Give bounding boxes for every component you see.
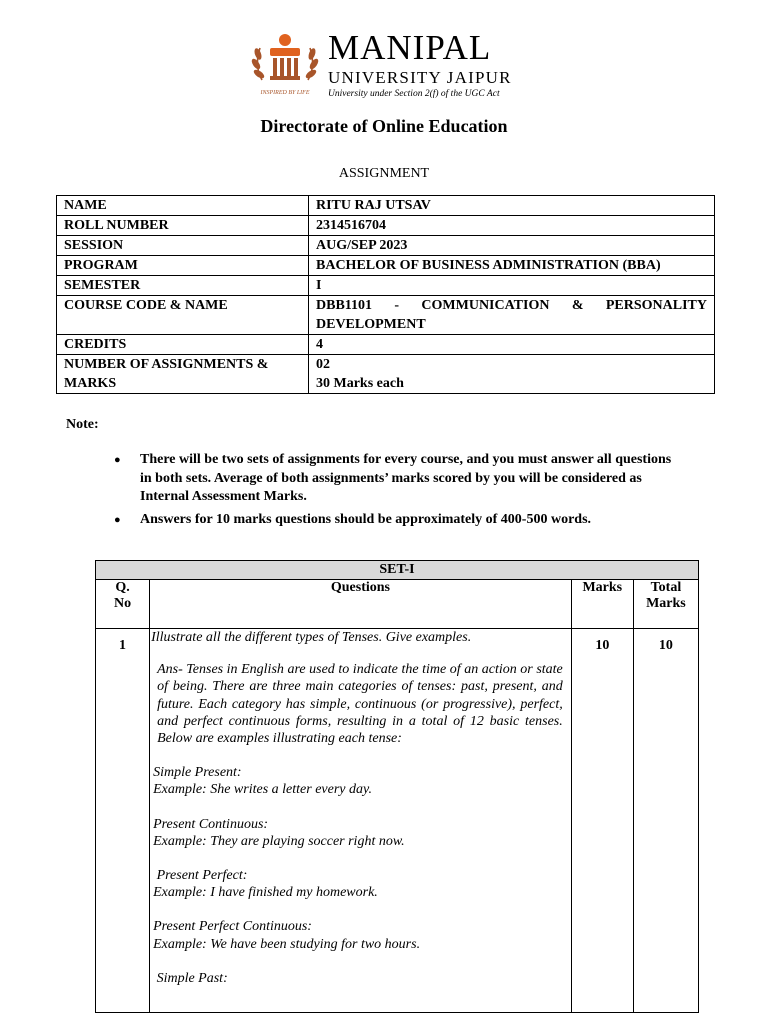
set-title-row bbox=[96, 561, 699, 580]
tense-example: Example: They are playing soccer right now. bbox=[153, 833, 405, 849]
header-qno-cell bbox=[96, 580, 150, 629]
assignment-heading: ASSIGNMENT bbox=[338, 166, 430, 181]
tense-list bbox=[150, 764, 571, 987]
info-row bbox=[57, 196, 715, 216]
tense-example: Example: I have finished my homework. bbox=[153, 885, 378, 901]
ugc-act-line: University under Section 2(f) of the UGC Act bbox=[328, 89, 500, 99]
student-info-table bbox=[56, 195, 715, 394]
emblem-icon bbox=[248, 26, 322, 100]
info-key: NAME bbox=[57, 196, 309, 216]
tense-name: Present Continuous: bbox=[153, 816, 269, 832]
tense-name: Simple Past: bbox=[153, 970, 228, 986]
info-row bbox=[57, 216, 715, 236]
info-key: ROLL NUMBER bbox=[57, 216, 309, 236]
directorate-title: Directorate of Online Education bbox=[260, 116, 508, 136]
note-text: Answers for 10 marks questions should be approximately of 400-500 words. bbox=[140, 511, 592, 527]
info-key: PROGRAM bbox=[57, 256, 309, 276]
info-row bbox=[57, 335, 715, 355]
tense-name: Present Perfect: bbox=[153, 868, 248, 884]
set-header-row bbox=[96, 580, 699, 629]
info-row bbox=[57, 355, 715, 394]
info-value: I bbox=[309, 276, 715, 296]
marks-each: 30 Marks each bbox=[316, 376, 404, 391]
tense-name: Present Perfect Continuous: bbox=[153, 919, 312, 935]
tense-example: Example: We have been studying for two hours. bbox=[153, 936, 421, 952]
info-value bbox=[309, 355, 715, 394]
note-item bbox=[114, 451, 686, 507]
university-subname: UNIVERSITY JAIPUR bbox=[328, 68, 512, 87]
note-label: Note: bbox=[66, 417, 99, 432]
header-total-cell bbox=[633, 580, 698, 629]
question-marks: 10 bbox=[571, 629, 633, 1013]
university-name: MANIPAL bbox=[328, 28, 492, 67]
info-row bbox=[57, 276, 715, 296]
note-list bbox=[114, 451, 686, 533]
university-logo bbox=[248, 30, 538, 102]
tense-example: Example: She writes a letter every day. bbox=[153, 782, 372, 798]
info-value: RITU RAJ UTSAV bbox=[309, 196, 715, 216]
question-row bbox=[96, 629, 699, 1013]
info-row bbox=[57, 296, 715, 335]
note-text: There will be two sets of assignments for every course, and you must answer all questions in both sets. Average of both assignments’ marks scored by you will be considered as Internal Assessment Marks. bbox=[140, 452, 672, 504]
header-qno: Q. No bbox=[113, 580, 132, 611]
answer-intro: Ans- Tenses in English are used to indicate the time of an action or state of being. There are three main categories of tenses: past, present, and future. Each category has simple, continuous (or progressive), perfect, and perfect continuous forms, resulting in a total of 12 basic tenses. Below are examples illustrating each tense: bbox=[157, 662, 563, 747]
info-row bbox=[57, 256, 715, 276]
info-key: CREDITS bbox=[57, 335, 309, 355]
question-total-marks: 10 bbox=[633, 629, 698, 1013]
info-key: COURSE CODE & NAME bbox=[57, 296, 309, 335]
info-value: DBB1101 - COMMUNICATION & PERSONALITY DEVELOPMENT bbox=[309, 296, 715, 335]
info-key: SEMESTER bbox=[57, 276, 309, 296]
svg-text:INSPIRED BY LIFE: INSPIRED BY LIFE bbox=[260, 90, 310, 96]
question-number: 1 bbox=[96, 629, 150, 1013]
info-value: 4 bbox=[309, 335, 715, 355]
assignments-count: 02 bbox=[316, 357, 330, 372]
header-questions: Questions bbox=[150, 580, 572, 629]
tense-name: Simple Present: bbox=[153, 765, 242, 781]
bullet-icon: ● bbox=[114, 513, 121, 526]
info-key: NUMBER OF ASSIGNMENTS & MARKS bbox=[57, 355, 309, 394]
info-value: BACHELOR OF BUSINESS ADMINISTRATION (BBA) bbox=[309, 256, 715, 276]
info-key: SESSION bbox=[57, 236, 309, 256]
note-item bbox=[114, 511, 686, 530]
info-row bbox=[57, 236, 715, 256]
bullet-icon: ● bbox=[114, 454, 121, 466]
header-marks: Marks bbox=[571, 580, 633, 629]
info-value: 2314516704 bbox=[309, 216, 715, 236]
set-title: SET-I bbox=[96, 561, 699, 580]
question-text: Illustrate all the different types of Tenses. Give examples. bbox=[151, 630, 472, 645]
question-cell bbox=[150, 629, 572, 1013]
header-total: Total Marks bbox=[646, 580, 686, 611]
assignment-set-table bbox=[95, 560, 699, 1013]
info-value: AUG/SEP 2023 bbox=[309, 236, 715, 256]
